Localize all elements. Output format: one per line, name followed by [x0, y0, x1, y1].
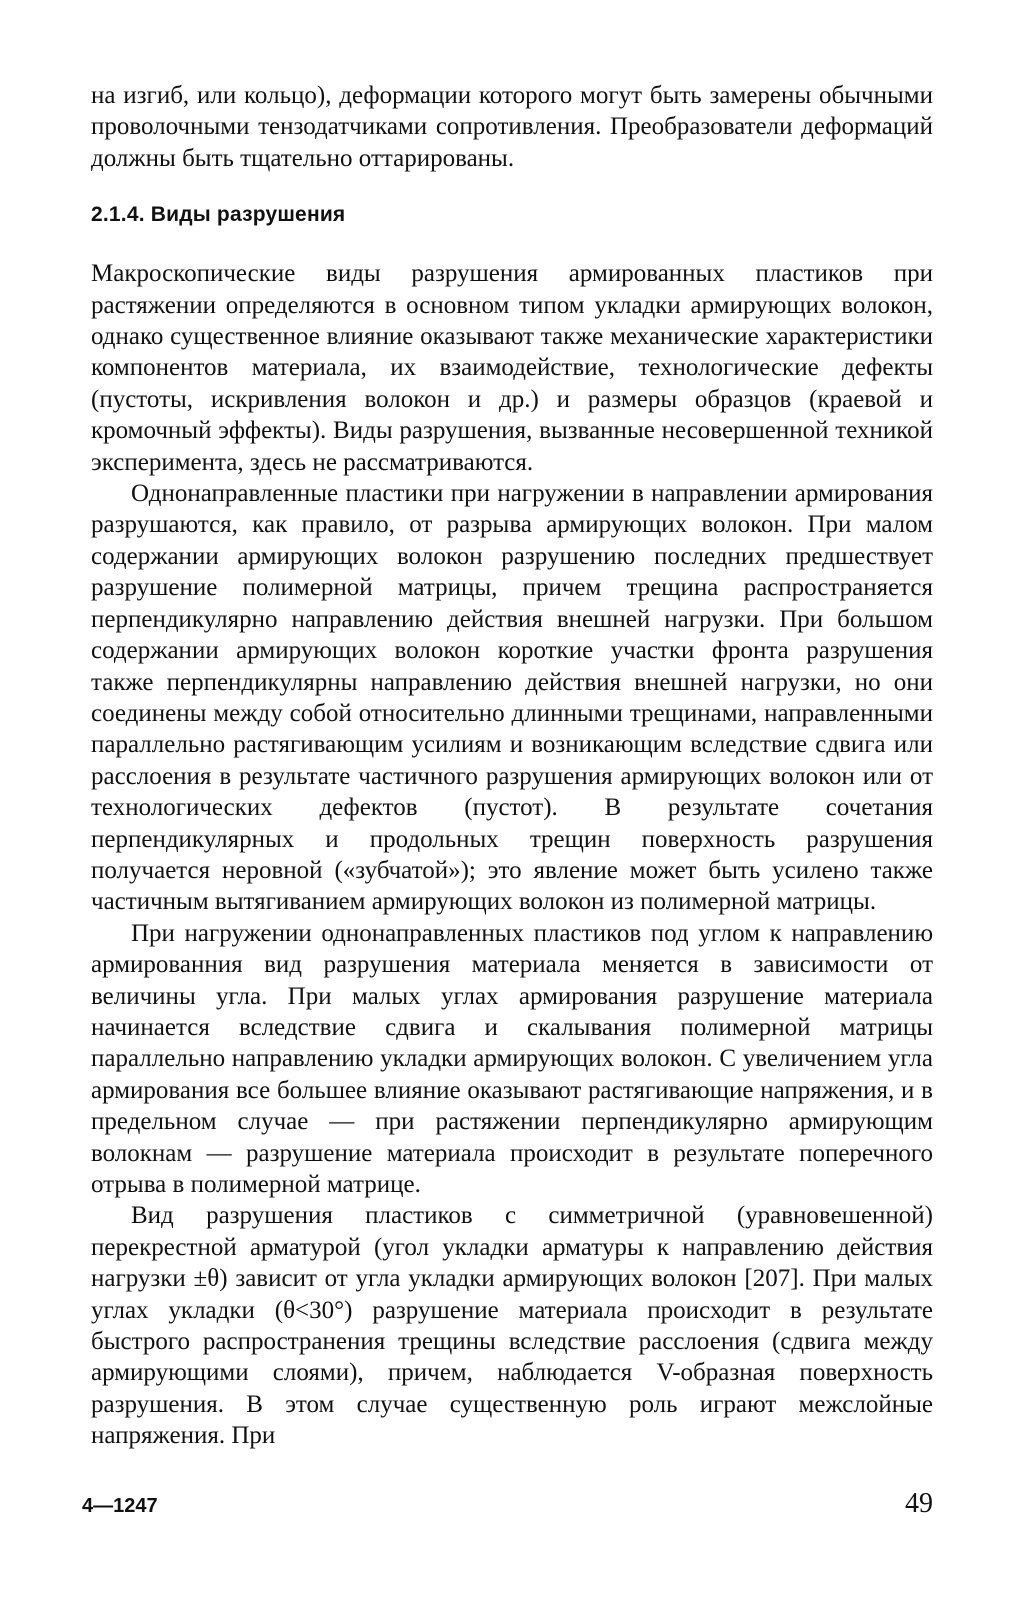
- paragraph-2: Однонаправленные пластики при нагружении в направлении армирования разрушаются, как правило, от разрыва армирующих волокон. При малом содержании армирующих волокон разрушению последних предшествует разрушение полимерной матрицы, причем трещина распространяется перпендикулярно направлению действия внешней нагрузки. При большом содержании армирующих волокон короткие участки фронта разрушения также перпендикулярны направлению действия внешней нагрузки, но они соединены между собой относительно длинными трещинами, направленными параллельно растягивающим усилиям и возникающим вследствие сдвига или расслоения в результате частичного разрушения армирующих волокон или от технологических дефектов (пустот). В результате сочетания перпендикулярных и продольных трещин поверхность разрушения получается неровной («зубчатой»); это явление может быть усилено также частичным вытягиванием армирующих волокон из полимерной матрицы.: [91, 480, 933, 916]
- page-footer: [82, 1488, 933, 1522]
- section-title: Виды разрушения: [150, 203, 346, 227]
- section-number: 2.1.4.: [91, 203, 145, 227]
- section-heading: [91, 200, 933, 230]
- continued-paragraph: на изгиб, или кольцо), деформации которого могут быть замерены обычными проволочными тензодатчиками сопротивления. Преобразователи деформаций должны быть тщательно оттарированы.: [91, 82, 933, 172]
- paragraph-3: При нагружении однонаправленных пластиков под углом к направлению армированния вид разрушения материала меняется в зависимости от величины угла. При малых углах армирования разрушение материала начинается вследствие сдвига и скалывания полимерной матрицы параллельно направлению укладки армирующих волокон. С увеличением угла армирования все большее влияние оказывают растягивающие напряжения, и в предельном случае — при растяжении перпендикулярно армирующим волокнам — разрушение материала происходит в результате поперечного отрыва в полимерной матрице.: [91, 919, 933, 1198]
- page-body: [91, 80, 933, 1452]
- paragraph-4: Вид разрушения пластиков с симметричной (уравновешенной) перекрестной арматурой (угол укладки арматуры к направлению действия нагрузки ±θ) зависит от угла укладки армирующих волокон [207]. При малых углах укладки (θ<30°) разрушение материала происходит в результате быстрого распространения трещины вследствие расслоения (сдвига между армирующими слоями), причем, наблюдается V-образная поверхность разрушения. В этом случае существенную роль играют межслойные напряжения. При: [91, 1202, 933, 1450]
- page-number: 49: [905, 1488, 933, 1519]
- paragraph-1: Макроскопические виды разрушения армированных пластиков при растяжении определяются в основном типом укладки армирующих волокон, однако существенное влияние оказывают также механические характеристики компонентов материала, их взаимодействие, технологические дефекты (пустоты, искривления волокон и др.) и размеры образцов (краевой и кромочный эффекты). Виды разрушения, вызванные несовершенной техникой эксперимента, здесь не рассматриваются.: [91, 260, 933, 476]
- printer-signature: 4—1247: [82, 1495, 158, 1517]
